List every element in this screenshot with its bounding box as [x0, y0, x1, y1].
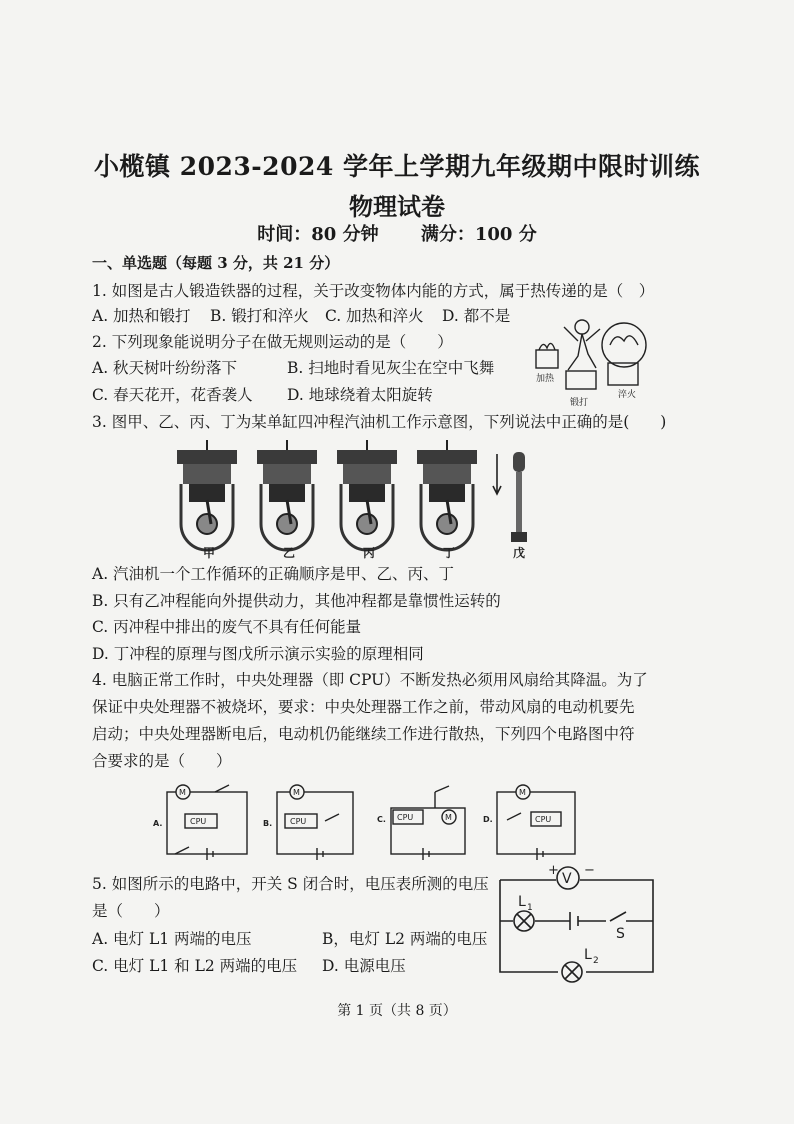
- q4-circuits-figure: [145, 780, 595, 860]
- q2-option-a: A. 秋天树叶纷纷落下: [92, 359, 238, 377]
- q4-line1: 4. 电脑正常工作时，中央处理器（即 CPU）不断发热必须用风扇给其降温。为了: [92, 671, 648, 689]
- engine-jia: [177, 440, 237, 550]
- furnace-shape: [536, 350, 558, 368]
- q1-option-a: A. 加热和锻打: [92, 307, 191, 325]
- l2-label: L: [584, 947, 592, 963]
- fig-label-forge: 锻打: [570, 398, 589, 408]
- q3-option-b: B. 只有乙冲程能向外提供动力，其他冲程都是靠惯性运转的: [92, 592, 501, 610]
- label-ding: 丁: [443, 546, 456, 560]
- motor-d: M: [519, 788, 526, 797]
- exam-score: 满分：100 分: [420, 224, 537, 245]
- q1-forging-figure: [530, 305, 650, 410]
- q3-option-a: A. 汽油机一个工作循环的正确顺序是甲、乙、丙、丁: [92, 565, 455, 583]
- label-wu: 戊: [513, 546, 526, 560]
- engine-bing: [337, 440, 397, 550]
- circuit-a-label: A.: [153, 819, 163, 828]
- steam-lines: [610, 336, 638, 345]
- engine-ding: [417, 440, 477, 550]
- q4-line4: 合要求的是（ ）: [92, 752, 232, 770]
- switch-label: S: [616, 926, 625, 942]
- q5-circuit-figure: [498, 860, 658, 985]
- label-yi: 乙: [283, 546, 296, 560]
- fig-label-heat: 加热: [536, 374, 555, 384]
- l1-label: L: [518, 894, 526, 910]
- q2-option-d: D. 地球绕着太阳旋转: [287, 386, 433, 404]
- cpu-a: CPU: [190, 817, 207, 826]
- q4-line3: 启动；中央处理器断电后，电动机仍能继续工作进行散热，下列四个电路图中符: [92, 725, 635, 743]
- q1-stem: 1. 如图是古人锻造铁器的过程，关于改变物体内能的方式，属于热传递的是（ ）: [92, 282, 655, 300]
- q5-option-b: B，电灯 L2 两端的电压: [322, 930, 488, 948]
- engine-yi: [257, 440, 317, 550]
- exam-subtitle: 物理试卷: [349, 192, 445, 221]
- q3-engine-figure: [175, 440, 555, 560]
- piston-tube-wu: [493, 452, 527, 542]
- q5-stem-line2: 是（ ）: [92, 902, 170, 920]
- cpu-d: CPU: [535, 815, 552, 824]
- q5-stem-line1: 5. 如图所示的电路中，开关 S 闭合时，电压表所测的电压: [92, 875, 489, 893]
- q3-option-d: D. 丁冲程的原理与图戊所示演示实验的原理相同: [92, 645, 424, 663]
- motor-a: M: [179, 788, 186, 797]
- section-heading: 一、单选题（每题 3 分，共 21 分）: [92, 254, 340, 272]
- exam-time: 时间：80 分钟: [257, 224, 379, 245]
- q1-option-d: D. 都不是: [442, 307, 511, 325]
- q3-stem: 3. 图甲、乙、丙、丁为某单缸四冲程汽油机工作示意图，下列说法中正确的是( ): [92, 413, 667, 431]
- q5-option-d: D. 电源电压: [322, 957, 406, 975]
- exam-info: [0, 220, 794, 246]
- q5-option-a: A. 电灯 L1 两端的电压: [92, 930, 252, 948]
- smith-head: [575, 320, 589, 334]
- circuit-d-label: D.: [483, 815, 493, 824]
- exam-title: 小榄镇 2023-2024 学年上学期九年级期中限时训练: [94, 152, 700, 181]
- l1-sub: 1: [527, 903, 533, 913]
- q2-stem: 2. 下列现象能说明分子在做无规则运动的是（ ）: [92, 333, 453, 351]
- circuit-c: [391, 786, 465, 860]
- quench-steam: [602, 323, 646, 367]
- l2-sub: 2: [593, 956, 599, 966]
- q3-option-c: C. 丙冲程中排出的废气不具有任何能量: [92, 618, 362, 636]
- voltmeter-plus: +: [548, 863, 559, 878]
- label-bing: 丙: [363, 546, 376, 560]
- voltmeter-label: V: [562, 871, 572, 887]
- q5-option-c: C. 电灯 L1 和 L2 两端的电压: [92, 957, 298, 975]
- q4-line2: 保证中央处理器不被烧坏，要求：中央处理器工作之前，带动风扇的电动机要先: [92, 698, 635, 716]
- q2-option-c: C. 春天花开，花香袭人: [92, 386, 253, 404]
- cpu-c: CPU: [397, 813, 414, 822]
- q2-option-b: B. 扫地时看见灰尘在空中飞舞: [287, 359, 495, 377]
- q1-option-c: C. 加热和淬火: [325, 307, 424, 325]
- motor-b: M: [293, 788, 300, 797]
- voltmeter-minus: −: [584, 863, 595, 878]
- circuit-c-label: C.: [377, 815, 386, 824]
- cpu-b: CPU: [290, 817, 307, 826]
- q1-option-b: B. 锻打和淬火: [210, 307, 309, 325]
- label-jia: 甲: [203, 546, 216, 560]
- fire-shape: [539, 343, 555, 350]
- page-number: 第 1 页（共 8 页）: [337, 1003, 457, 1019]
- fig-label-quench: 淬火: [618, 390, 637, 400]
- anvil-shape: [566, 371, 596, 389]
- motor-c: M: [445, 813, 452, 822]
- circuit-b-label: B.: [263, 819, 273, 828]
- circuit-b: [277, 785, 353, 860]
